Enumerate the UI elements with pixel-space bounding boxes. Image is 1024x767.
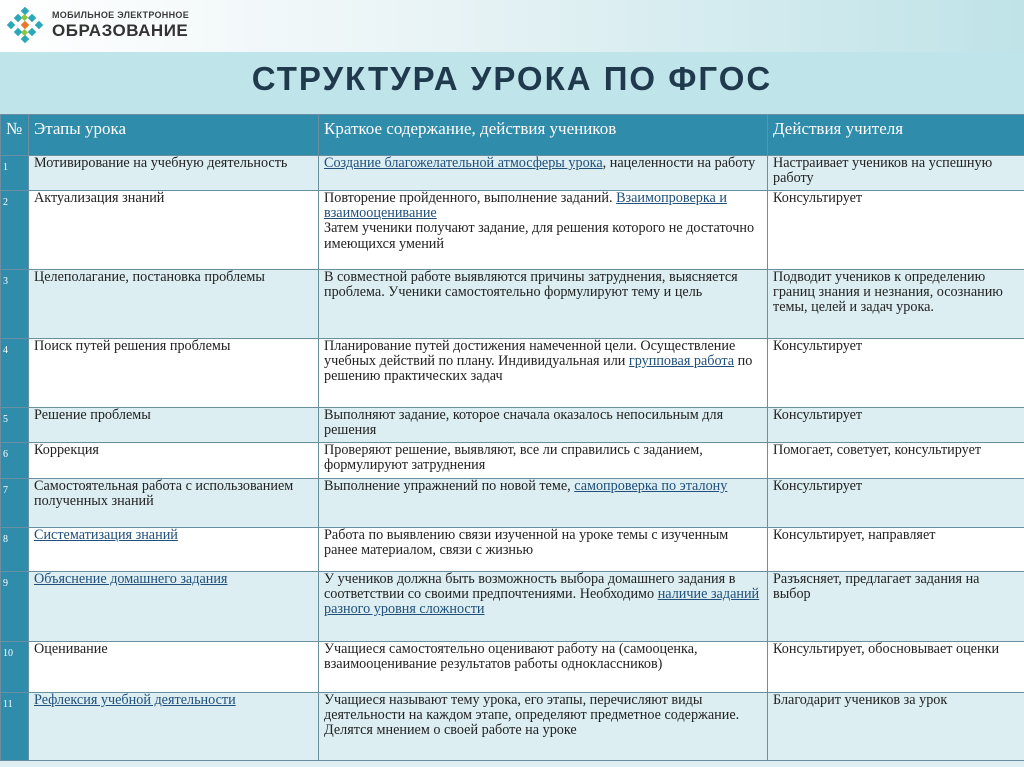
row-teacher: Благодарит учеников за урок bbox=[768, 693, 1024, 761]
row-number: 9 bbox=[1, 572, 29, 642]
row-stage: Решение проблемы bbox=[29, 408, 319, 443]
content-link[interactable]: групповая работа bbox=[628, 353, 735, 370]
content-text-2: Затем ученики получают задание, для решения которого не достаточно имеющихся умений bbox=[324, 220, 755, 252]
header-bar bbox=[0, 0, 1024, 52]
stage-link[interactable]: Систематизация знаний bbox=[34, 527, 178, 543]
stage-link[interactable]: Объяснение домашнего задания bbox=[34, 571, 228, 587]
row-teacher: Консультирует bbox=[768, 191, 1024, 270]
row-content bbox=[319, 191, 768, 270]
content-text: , нацеленности на работу bbox=[602, 155, 756, 171]
row-stage bbox=[29, 528, 319, 572]
row-stage: Коррекция bbox=[29, 443, 319, 479]
table-row bbox=[1, 572, 1024, 642]
row-number: 5 bbox=[1, 408, 29, 443]
content-link[interactable]: Создание благожелательной атмосферы урока bbox=[324, 155, 603, 171]
row-teacher: Консультирует bbox=[768, 479, 1024, 528]
table-row bbox=[1, 443, 1024, 479]
row-teacher: Подводит учеников к определению границ знания и незнания, осознанию темы, целей и задач урока. bbox=[768, 270, 1024, 339]
row-number: 6 bbox=[1, 443, 29, 479]
row-number: 2 bbox=[1, 191, 29, 270]
table-row bbox=[1, 156, 1024, 191]
row-number: 7 bbox=[1, 479, 29, 528]
content-link[interactable]: самопроверка по эталону bbox=[574, 478, 728, 494]
row-teacher: Консультирует, направляет bbox=[768, 528, 1024, 572]
table-row bbox=[1, 270, 1024, 339]
row-number: 3 bbox=[1, 270, 29, 339]
header-stage: Этапы урока bbox=[29, 115, 319, 156]
row-number: 10 bbox=[1, 642, 29, 693]
table-row bbox=[1, 642, 1024, 693]
logo-line-1: МОБИЛЬНОЕ ЭЛЕКТРОННОЕ bbox=[52, 10, 190, 20]
row-content: Работа по выявлению связи изученной на уроке темы с изученным ранее материалом, связи с жизнью bbox=[319, 528, 768, 572]
table-row bbox=[1, 408, 1024, 443]
row-teacher: Консультирует bbox=[768, 408, 1024, 443]
table-row bbox=[1, 339, 1024, 408]
content-text: Выполнение упражнений по новой теме, bbox=[324, 478, 571, 494]
row-stage bbox=[29, 572, 319, 642]
page-title: СТРУКТУРА УРОКА ПО ФГОС bbox=[251, 60, 773, 97]
row-content: Учащиеся называют тему урока, его этапы, перечисляют виды деятельности на каждом этапе, определяют предметное содержание. Делятся мнением о своей работе на уроке bbox=[319, 693, 768, 761]
row-teacher: Консультирует, обосновывает оценки bbox=[768, 642, 1024, 693]
row-content bbox=[319, 572, 768, 642]
row-teacher: Настраивает учеников на успешную работу bbox=[768, 156, 1024, 191]
header-num: № bbox=[1, 115, 29, 156]
row-content bbox=[319, 339, 768, 408]
lesson-structure-table bbox=[0, 114, 1024, 761]
row-stage: Самостоятельная работа с использованием полученных знаний bbox=[29, 479, 319, 528]
table-header-row bbox=[1, 115, 1024, 156]
row-teacher: Помогает, советует, консультирует bbox=[768, 443, 1024, 479]
content-link[interactable]: наличие заданий разного уровня сложности bbox=[324, 586, 760, 618]
row-content: Проверяют решение, выявляют, все ли справились с заданием, формулируют затруднения bbox=[319, 443, 768, 479]
header-content: Краткое содержание, действия учеников bbox=[319, 115, 768, 156]
row-content bbox=[319, 479, 768, 528]
table-row bbox=[1, 693, 1024, 761]
row-teacher: Разъясняет, предлагает задания на выбор bbox=[768, 572, 1024, 642]
row-content bbox=[319, 156, 768, 191]
stage-link[interactable]: Рефлексия учебной деятельности bbox=[34, 692, 236, 708]
header-teacher: Действия учителя bbox=[768, 115, 1024, 156]
row-content: В совместной работе выявляются причины затруднения, выясняется проблема. Ученики самостоятельно формулируют тему и цель bbox=[319, 270, 768, 339]
content-text: Повторение пройденного, выполнение заданий. bbox=[324, 190, 613, 206]
content-text: Планирование путей достижения намеченной цели. Осуществление учебных действий по плану. Индивидуальная или bbox=[324, 338, 736, 370]
row-number: 1 bbox=[1, 156, 29, 191]
row-teacher: Консультирует bbox=[768, 339, 1024, 408]
logo-line-2: ОБРАЗОВАНИЕ bbox=[52, 21, 189, 40]
logo bbox=[6, 6, 189, 44]
table-row bbox=[1, 528, 1024, 572]
content-text-2: по решению практических задач bbox=[324, 353, 753, 385]
row-number: 11 bbox=[1, 693, 29, 761]
row-stage: Оценивание bbox=[29, 642, 319, 693]
table-row bbox=[1, 191, 1024, 270]
row-number: 4 bbox=[1, 339, 29, 408]
row-content: Учащиеся самостоятельно оценивают работу на (самооценка, взаимооценивание результатов работы одноклассников) bbox=[319, 642, 768, 693]
row-number: 8 bbox=[1, 528, 29, 572]
row-stage: Актуализация знаний bbox=[29, 191, 319, 270]
row-stage bbox=[29, 693, 319, 761]
logo-icon bbox=[6, 6, 44, 44]
row-stage: Поиск путей решения проблемы bbox=[29, 339, 319, 408]
content-text: У учеников должна быть возможность выбора домашнего задания в соответствии со своими предпочтениями. Необходимо bbox=[324, 571, 736, 603]
content-link[interactable]: Взаимопроверка и взаимооценивание bbox=[324, 190, 727, 222]
row-content: Выполняют задание, которое сначала оказалось непосильным для решения bbox=[319, 408, 768, 443]
row-stage: Мотивирование на учебную деятельность bbox=[29, 156, 319, 191]
table-row bbox=[1, 479, 1024, 528]
row-stage: Целеполагание, постановка проблемы bbox=[29, 270, 319, 339]
